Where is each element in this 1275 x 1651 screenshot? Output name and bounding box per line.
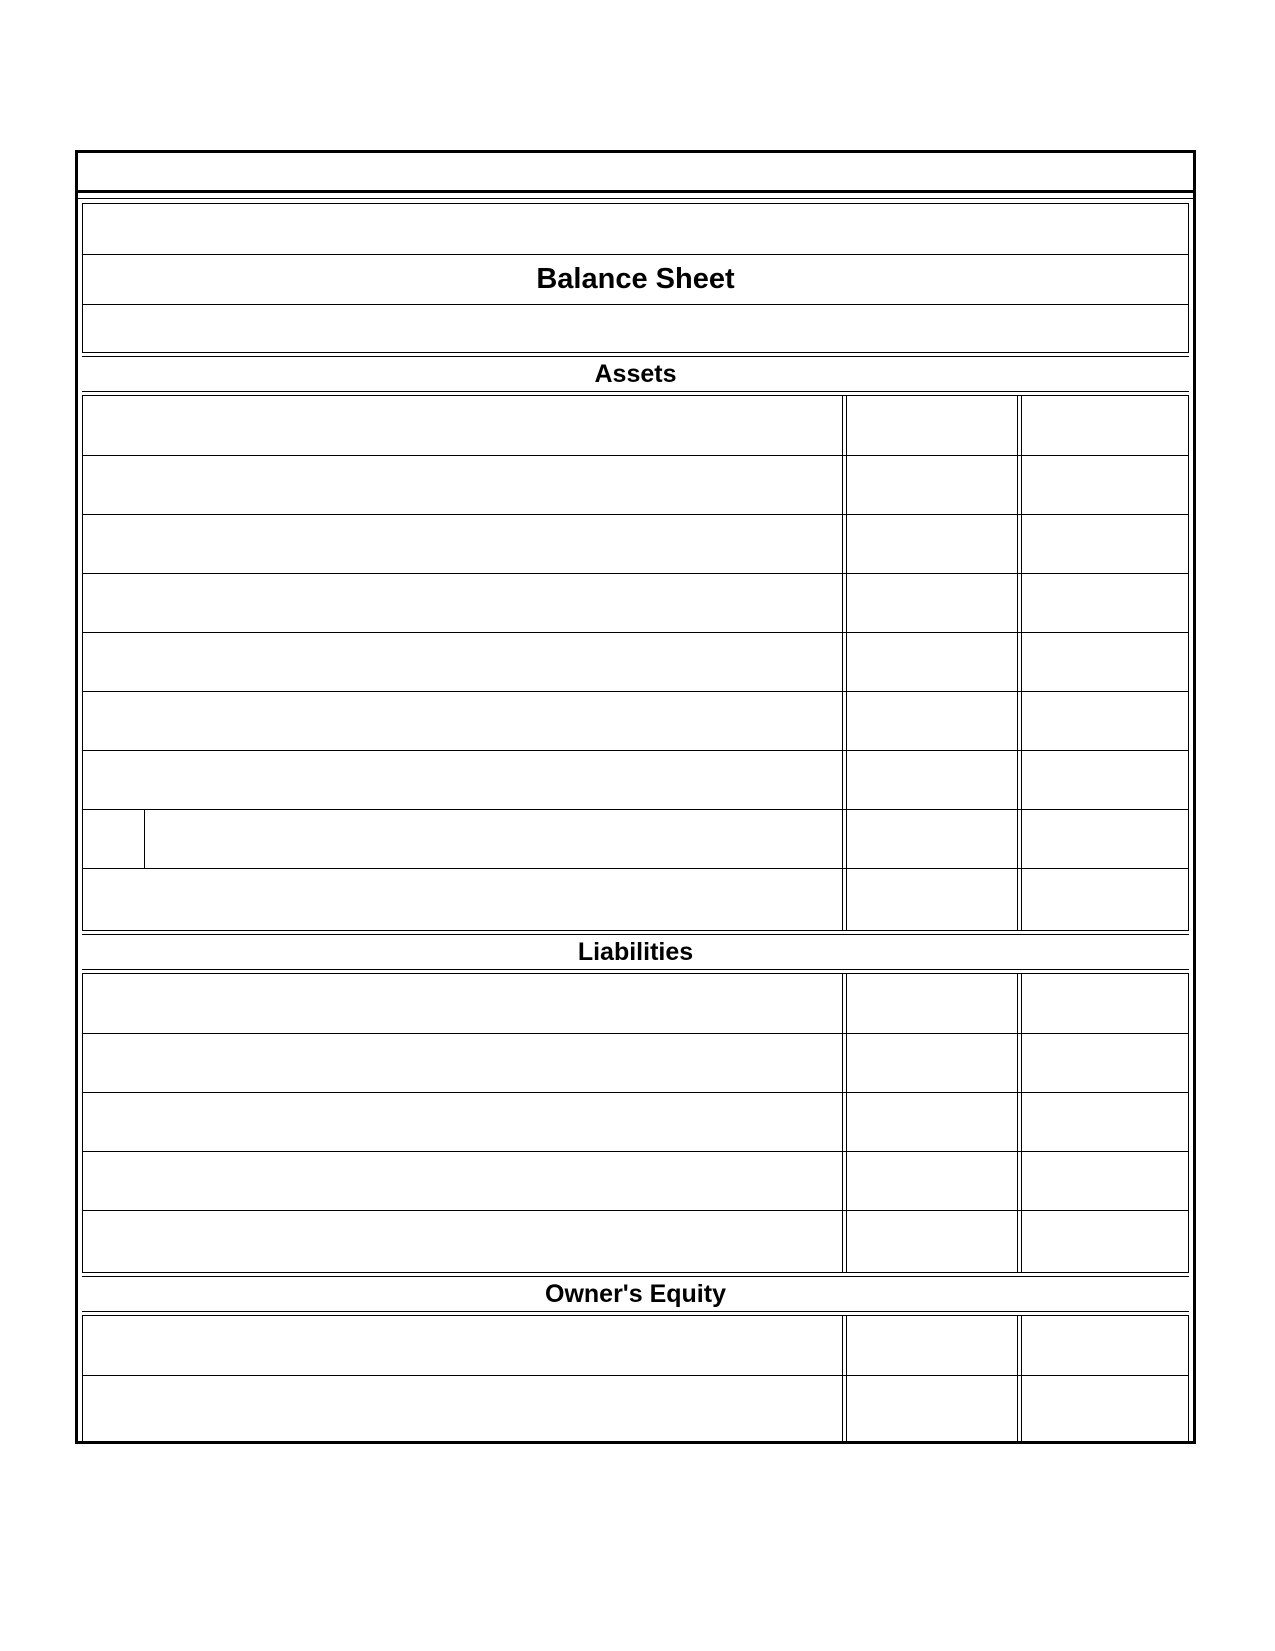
amount-cell[interactable] bbox=[842, 1376, 1017, 1442]
description-cell[interactable] bbox=[83, 1152, 842, 1211]
table-row bbox=[83, 691, 1188, 751]
description-cell[interactable] bbox=[83, 869, 842, 930]
total-cell[interactable] bbox=[1017, 1211, 1188, 1272]
divider bbox=[78, 190, 1193, 193]
table-row bbox=[83, 396, 1188, 456]
total-cell[interactable] bbox=[1017, 810, 1188, 869]
table-row bbox=[83, 868, 1188, 930]
table-row bbox=[83, 1375, 1188, 1442]
total-cell[interactable] bbox=[1017, 515, 1188, 574]
amount-cell[interactable] bbox=[842, 633, 1017, 692]
table-row bbox=[83, 750, 1188, 810]
form-top-blank-row bbox=[78, 153, 1193, 191]
description-cell[interactable] bbox=[83, 751, 842, 810]
total-cell[interactable] bbox=[1017, 1152, 1188, 1211]
company-name-row bbox=[83, 204, 1188, 254]
description-cell[interactable] bbox=[83, 1376, 842, 1442]
amount-cell[interactable] bbox=[842, 1093, 1017, 1152]
description-cell[interactable] bbox=[83, 574, 842, 633]
description-cell[interactable] bbox=[83, 1093, 842, 1152]
assets-heading-band bbox=[82, 356, 1189, 392]
equity-heading-band bbox=[82, 1276, 1189, 1312]
amount-cell[interactable] bbox=[842, 810, 1017, 869]
description-cell[interactable] bbox=[83, 1211, 842, 1272]
table-row bbox=[83, 573, 1188, 633]
amount-cell[interactable] bbox=[842, 751, 1017, 810]
header-block bbox=[82, 203, 1189, 353]
total-cell[interactable] bbox=[1017, 574, 1188, 633]
divider bbox=[78, 198, 1193, 199]
equity-table bbox=[82, 1315, 1189, 1441]
total-cell[interactable] bbox=[1017, 633, 1188, 692]
description-cell[interactable] bbox=[83, 396, 842, 456]
description-cell[interactable] bbox=[83, 633, 842, 692]
assets-heading: Assets bbox=[594, 359, 677, 388]
liabilities-table bbox=[82, 973, 1189, 1273]
description-cell[interactable] bbox=[83, 974, 842, 1034]
amount-cell[interactable] bbox=[842, 1211, 1017, 1272]
description-cell[interactable] bbox=[83, 515, 842, 574]
total-cell[interactable] bbox=[1017, 751, 1188, 810]
indent-cell bbox=[83, 810, 145, 869]
date-row bbox=[83, 304, 1188, 352]
table-row bbox=[83, 455, 1188, 515]
equity-heading: Owner's Equity bbox=[545, 1279, 726, 1308]
total-cell[interactable] bbox=[1017, 1034, 1188, 1093]
total-cell[interactable] bbox=[1017, 456, 1188, 515]
amount-cell[interactable] bbox=[842, 1316, 1017, 1376]
table-row bbox=[83, 809, 1188, 869]
amount-cell[interactable] bbox=[842, 515, 1017, 574]
total-cell[interactable] bbox=[1017, 396, 1188, 456]
table-row bbox=[83, 1151, 1188, 1211]
description-cell[interactable] bbox=[83, 810, 842, 869]
title-row bbox=[83, 254, 1188, 304]
amount-cell[interactable] bbox=[842, 692, 1017, 751]
table-row bbox=[83, 1092, 1188, 1152]
table-row bbox=[83, 1210, 1188, 1272]
description-cell[interactable] bbox=[83, 1034, 842, 1093]
total-cell[interactable] bbox=[1017, 1316, 1188, 1376]
description-cell[interactable] bbox=[83, 1316, 842, 1376]
amount-cell[interactable] bbox=[842, 1034, 1017, 1093]
total-cell[interactable] bbox=[1017, 692, 1188, 751]
liabilities-heading: Liabilities bbox=[577, 937, 694, 966]
table-row bbox=[83, 974, 1188, 1034]
amount-cell[interactable] bbox=[842, 456, 1017, 515]
amount-cell[interactable] bbox=[842, 974, 1017, 1034]
total-cell[interactable] bbox=[1017, 869, 1188, 930]
description-cell[interactable] bbox=[83, 456, 842, 515]
description-cell[interactable] bbox=[83, 692, 842, 751]
page-title: Balance Sheet bbox=[536, 263, 735, 295]
amount-cell[interactable] bbox=[842, 1152, 1017, 1211]
table-row bbox=[83, 1316, 1188, 1376]
balance-sheet-form bbox=[75, 150, 1196, 1444]
amount-cell[interactable] bbox=[842, 869, 1017, 930]
total-cell[interactable] bbox=[1017, 1376, 1188, 1442]
amount-cell[interactable] bbox=[842, 396, 1017, 456]
assets-table bbox=[82, 395, 1189, 931]
table-row bbox=[83, 514, 1188, 574]
liabilities-heading-band bbox=[82, 934, 1189, 970]
amount-cell[interactable] bbox=[842, 574, 1017, 633]
table-row bbox=[83, 632, 1188, 692]
table-row bbox=[83, 1033, 1188, 1093]
total-cell[interactable] bbox=[1017, 1093, 1188, 1152]
total-cell[interactable] bbox=[1017, 974, 1188, 1034]
